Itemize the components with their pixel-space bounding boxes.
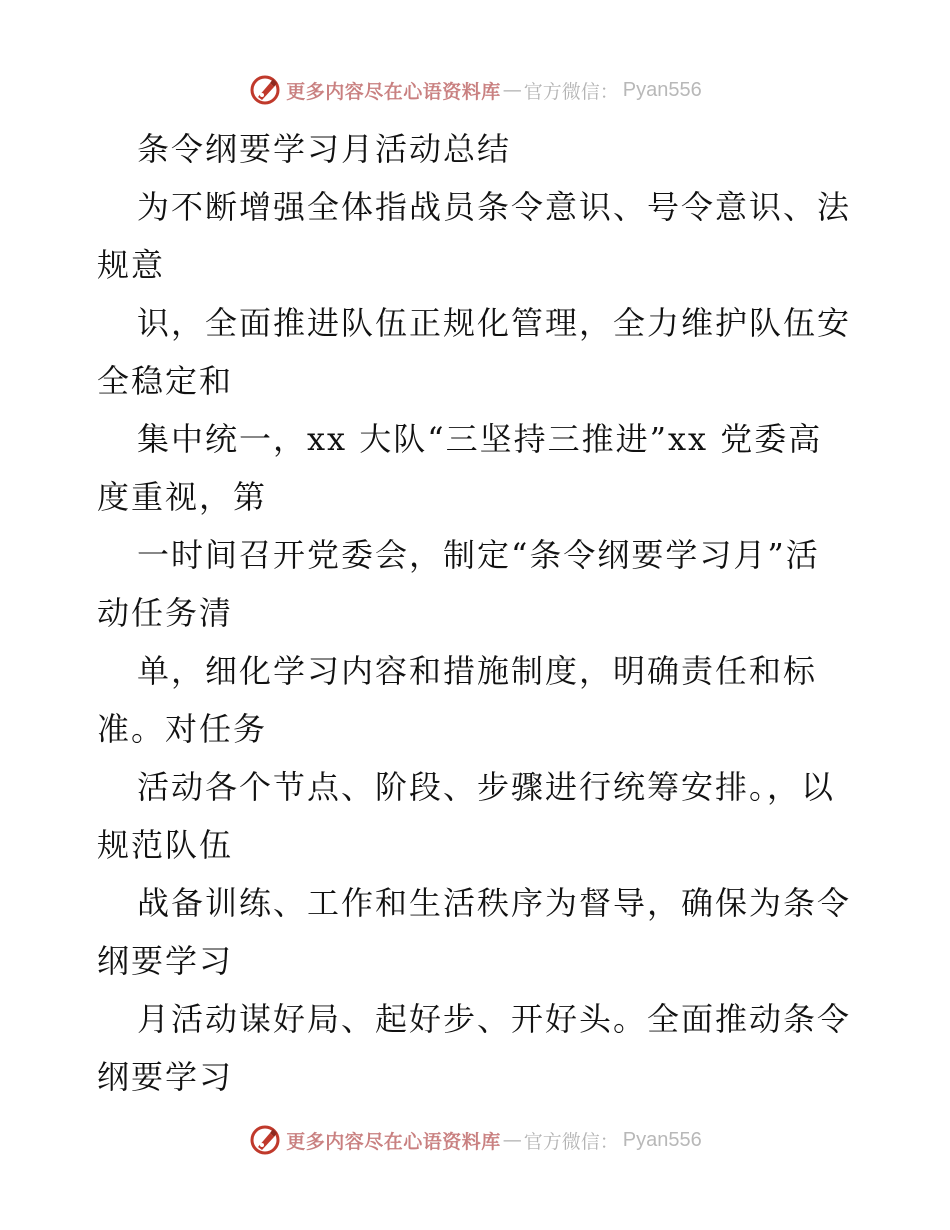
header-wechat-label: 官方微信： — [523, 80, 619, 103]
text-line: 识，全面推进队伍正规化管理，全力维护队伍安 — [137, 304, 852, 342]
text-line: 活动各个节点、阶段、步骤进行统筹安排。，以 — [137, 768, 836, 806]
text-line: 月活动谋好局、起好步、开好头。全面推动条令 — [137, 1000, 852, 1038]
header-watermark — [0, 70, 950, 110]
footer-watermark — [0, 1120, 950, 1160]
text-line: 规意 — [97, 246, 166, 284]
text-line: 为不断增强全体指战员条令意识、号令意识、法 — [137, 188, 852, 226]
document-title: 条令纲要学习月活动总结 — [137, 130, 512, 168]
text-line: 纲要学习 — [97, 1058, 234, 1096]
text-line: 全稳定和 — [97, 362, 234, 400]
text-line: 集中统一，xx 大队“三坚持三推进”xx 党委高 — [137, 420, 823, 458]
pen-logo-icon — [248, 1123, 282, 1157]
text-line: 动任务清 — [97, 594, 234, 632]
footer-separator: — — [502, 1129, 522, 1151]
document-body — [97, 120, 857, 1106]
text-line: 度重视，第 — [97, 478, 268, 516]
text-line: 规范队伍 — [97, 826, 234, 864]
header-wechat-id: Pyan556 — [622, 78, 702, 101]
header-promo-text: 更多内容尽在心语资料库 — [286, 80, 501, 103]
text-line: 一时间召开党委会，制定“条令纲要学习月”活 — [137, 536, 820, 574]
text-line: 战备训练、工作和生活秩序为督导，确保为条令 — [137, 884, 852, 922]
text-line: 纲要学习 — [97, 942, 234, 980]
text-line: 单，细化学习内容和措施制度，明确责任和标 — [137, 652, 818, 690]
header-separator: — — [502, 79, 522, 101]
text-line: 准。对任务 — [97, 710, 268, 748]
footer-wechat-label: 官方微信： — [523, 1130, 619, 1153]
footer-wechat-id: Pyan556 — [622, 1128, 702, 1151]
footer-promo-text: 更多内容尽在心语资料库 — [286, 1130, 501, 1153]
pen-logo-icon — [248, 73, 282, 107]
